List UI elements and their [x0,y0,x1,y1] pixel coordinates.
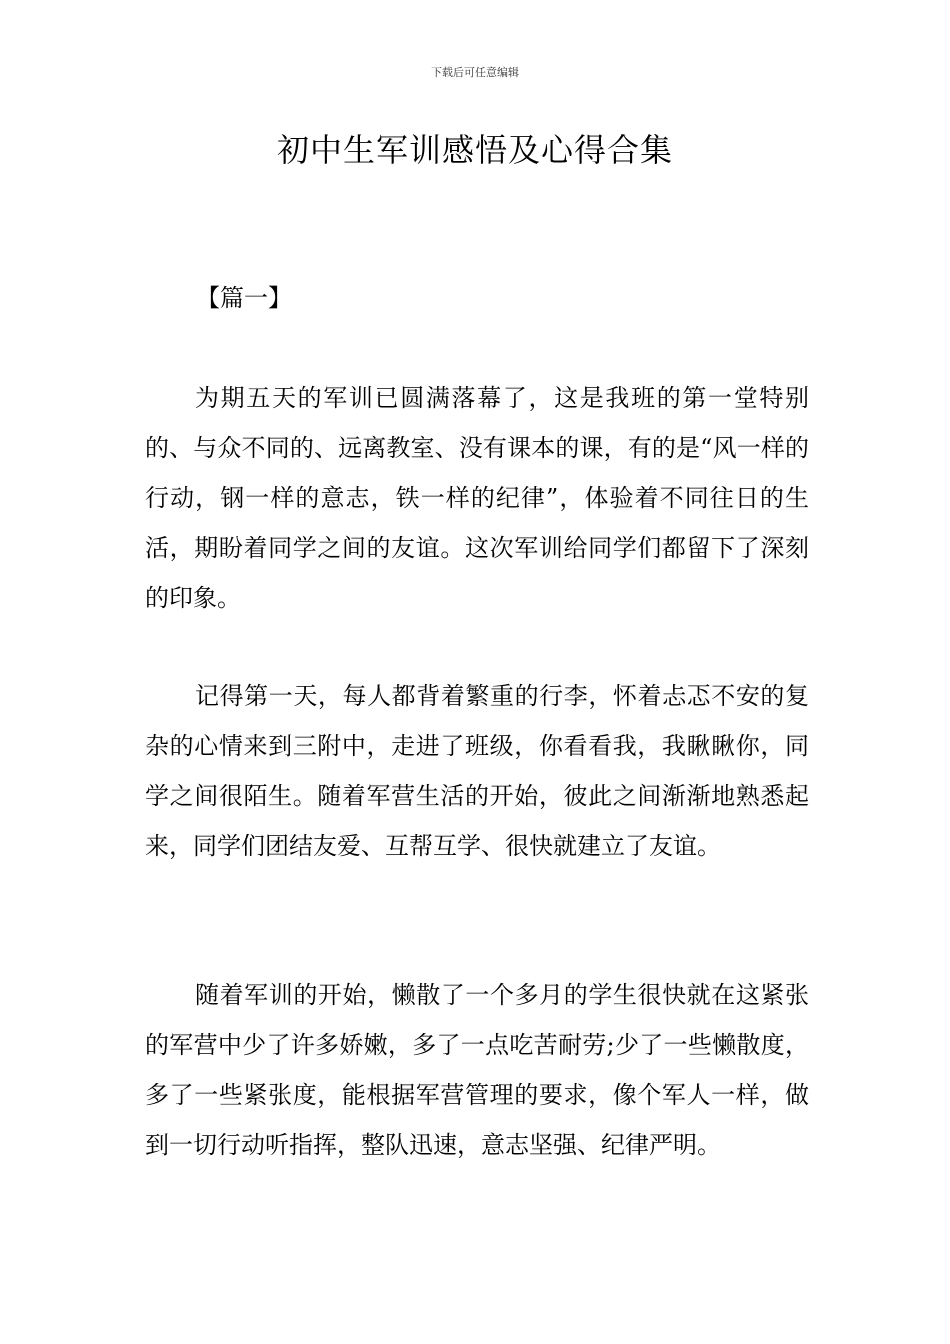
paragraph-2: 记得第一天，每人都背着繁重的行李，怀着忐忑不安的复杂的心情来到三附中，走进了班级，你看看我，我瞅瞅你，同学之间很陌生。随着军营生活的开始，彼此之间渐渐地熟悉起来，同学们团结友爱、互帮互学、很快就建立了友谊。 [145,682,809,860]
section-label: 【篇一】 [196,284,292,312]
paragraph-3: 随着军训的开始，懒散了一个多月的学生很快就在这紧张的军营中少了许多娇嫩，多了一点吃苦耐劳;少了一些懒散度，多了一些紧张度，能根据军营管理的要求，像个军人一样，做到一切行动听指挥，整队迅速，意志坚强、纪律严明。 [145,981,809,1159]
document-title: 初中生军训感悟及心得合集 [276,131,673,169]
paragraph-1: 为期五天的军训已圆满落幕了，这是我班的第一堂特别的、与众不同的、远离教室、没有课本的课，有的是“风一样的行动，钢一样的意志，铁一样的纪律”，体验着不同往日的生活，期盼着同学之间的友谊。这次军训给同学们都留下了深刻的印象。 [145,384,809,612]
header-note: 下载后可任意编辑 [431,66,519,79]
